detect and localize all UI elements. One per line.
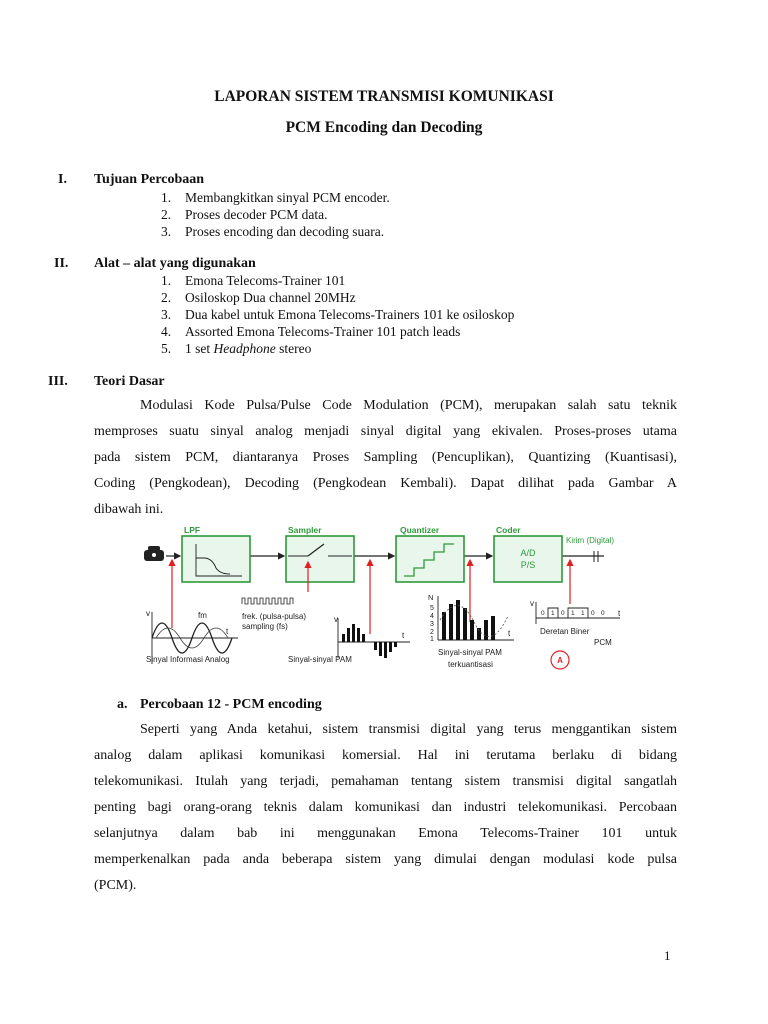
svg-text:A: A bbox=[557, 656, 563, 665]
quant-level: 1 bbox=[430, 636, 434, 643]
page-number: 1 bbox=[664, 948, 671, 963]
paragraph-line: analog dalam aplikasi komunikasi komersial. Hal ini terutama berlaku di bidang bbox=[94, 748, 677, 763]
bit: 0 bbox=[541, 610, 545, 617]
sampler-label: Sampler bbox=[288, 525, 322, 535]
list-item: 2. Proses decoder PCM data. bbox=[161, 207, 328, 222]
paragraph-line: penting bagi orang-orang teknis dalam komunikasi dan industri telekomunikasi. Percobaan bbox=[94, 800, 677, 815]
paragraph-line: Seperti yang Anda ketahui, sistem transmisi digital yang terus menggantikan sistem bbox=[140, 722, 677, 737]
list-item: 3. Proses encoding dan decoding suara. bbox=[161, 224, 385, 239]
quantized-pam-plot bbox=[438, 596, 514, 640]
binary-sequence-plot bbox=[536, 602, 620, 624]
lpf-block bbox=[182, 525, 250, 582]
quant-axis-n: N bbox=[428, 593, 434, 602]
figure-label-a bbox=[551, 651, 569, 669]
quantizer-label: Quantizer bbox=[400, 525, 440, 535]
bit: 1 bbox=[571, 610, 575, 617]
section-3-number: III. bbox=[48, 374, 68, 389]
subsection-label: a. bbox=[117, 697, 128, 712]
caption-pam-quant-2: terkuantisasi bbox=[448, 660, 493, 669]
bit: 1 bbox=[581, 610, 585, 617]
telephone-icon bbox=[144, 546, 164, 561]
caption-binary-2: PCM bbox=[594, 638, 612, 647]
binary-axis-t: t bbox=[618, 609, 621, 618]
subsection-paragraph bbox=[94, 717, 677, 899]
sampling-pulse-train bbox=[242, 598, 293, 604]
list-item: 5. 1 set Headphone stereo bbox=[161, 341, 312, 356]
analog-axis-t: t bbox=[226, 627, 229, 636]
paragraph-line: telekomunikasi. Itulah yang terjadi, pemahaman tentang sistem transmisi digital sangatlah bbox=[94, 774, 677, 789]
paragraph-line: memperkenalkan pada anda beberapa sistem yang dimulai dengan modulasi kode pulsa bbox=[94, 852, 677, 867]
list-item: 3. Dua kabel untuk Emona Telecoms-Trainers 101 ke osiloskop bbox=[161, 307, 515, 322]
subsection-title: Percobaan 12 - PCM encoding bbox=[140, 697, 322, 712]
caption-binary-1: Deretan Biner bbox=[540, 627, 590, 636]
coder-block bbox=[494, 525, 562, 582]
quant-level: 3 bbox=[430, 621, 434, 628]
caption-pam-quant-1: Sinyal-sinyal PAM bbox=[438, 648, 502, 657]
paragraph-line: Modulasi Kode Pulsa/Pulse Code Modulation (PCM), merupakan salah satu teknik bbox=[140, 398, 677, 413]
quantizer-block bbox=[396, 525, 464, 582]
pcm-block-diagram bbox=[138, 522, 638, 680]
lpf-label: LPF bbox=[184, 525, 201, 535]
sampler-block bbox=[286, 525, 354, 582]
coder-label: Coder bbox=[496, 525, 521, 535]
document-subtitle: PCM Encoding dan Decoding bbox=[285, 119, 483, 136]
bit: 0 bbox=[591, 610, 595, 617]
fm-label: fm bbox=[198, 611, 207, 620]
pam-plot bbox=[338, 618, 410, 658]
section-2-number: II. bbox=[54, 256, 69, 271]
caption-pam: Sinyal-sinyal PAM bbox=[288, 655, 352, 664]
pam-axis-t: t bbox=[402, 631, 405, 640]
section-2-title: Alat – alat yang digunakan bbox=[94, 256, 256, 271]
caption-analog: Sinyal Informasi Analog bbox=[146, 655, 230, 664]
quant-axis-t: t bbox=[508, 629, 511, 638]
freq-label-1: frek. (pulsa-pulsa) bbox=[242, 612, 307, 621]
section-3-paragraph bbox=[94, 393, 677, 523]
coder-ad-label: A/D bbox=[520, 548, 536, 558]
freq-label-2: sampling (fs) bbox=[242, 622, 288, 631]
document-title: LAPORAN SISTEM TRANSMISI KOMUNIKASI bbox=[214, 88, 554, 105]
list-item: 4. Assorted Emona Telecoms-Trainer 101 patch leads bbox=[161, 324, 461, 339]
bit: 0 bbox=[601, 610, 605, 617]
list-item: 1. Emona Telecoms-Trainer 101 bbox=[161, 273, 346, 288]
paragraph-line: memproses suatu sinyal analog menjadi sinyal digital yang ekivalen. Proses-proses utama bbox=[94, 424, 677, 439]
section-1-number: I. bbox=[58, 172, 67, 187]
quant-level: 5 bbox=[430, 605, 434, 612]
binary-axis-v: v bbox=[530, 599, 534, 608]
paragraph-line: dibawah ini. bbox=[94, 502, 164, 517]
section-1-list bbox=[161, 189, 390, 240]
quant-level: 2 bbox=[430, 629, 434, 636]
bit: 0 bbox=[561, 610, 565, 617]
pam-axis-v: v bbox=[334, 615, 338, 624]
section-1-title: Tujuan Percobaan bbox=[94, 172, 205, 187]
paragraph-line: pada sistem PCM, diantaranya Proses Sampling (Pencuplikan), Quantizing (Kuantisasi), bbox=[94, 450, 677, 465]
quant-level: 4 bbox=[430, 613, 434, 620]
list-item: 1. Membangkitkan sinyal PCM encoder. bbox=[161, 190, 390, 205]
paragraph-line: Coding (Pengkodean), Decoding (Pengkodean Kembali). Dapat dilihat pada Gambar A bbox=[94, 476, 677, 491]
coder-ps-label: P/S bbox=[520, 560, 536, 570]
section-2-list bbox=[161, 272, 514, 357]
output-label: Kirim (Digital) bbox=[566, 536, 614, 545]
section-3-title: Teori Dasar bbox=[94, 374, 165, 389]
analog-axis-v: v bbox=[146, 609, 150, 618]
paragraph-line: selanjutnya dalam bab ini menggunakan Emona Telecoms-Trainer 101 untuk bbox=[94, 826, 677, 841]
list-item: 2. Osiloskop Dua channel 20MHz bbox=[161, 290, 356, 305]
paragraph-line: (PCM). bbox=[94, 878, 137, 893]
bit: 1 bbox=[551, 610, 555, 617]
